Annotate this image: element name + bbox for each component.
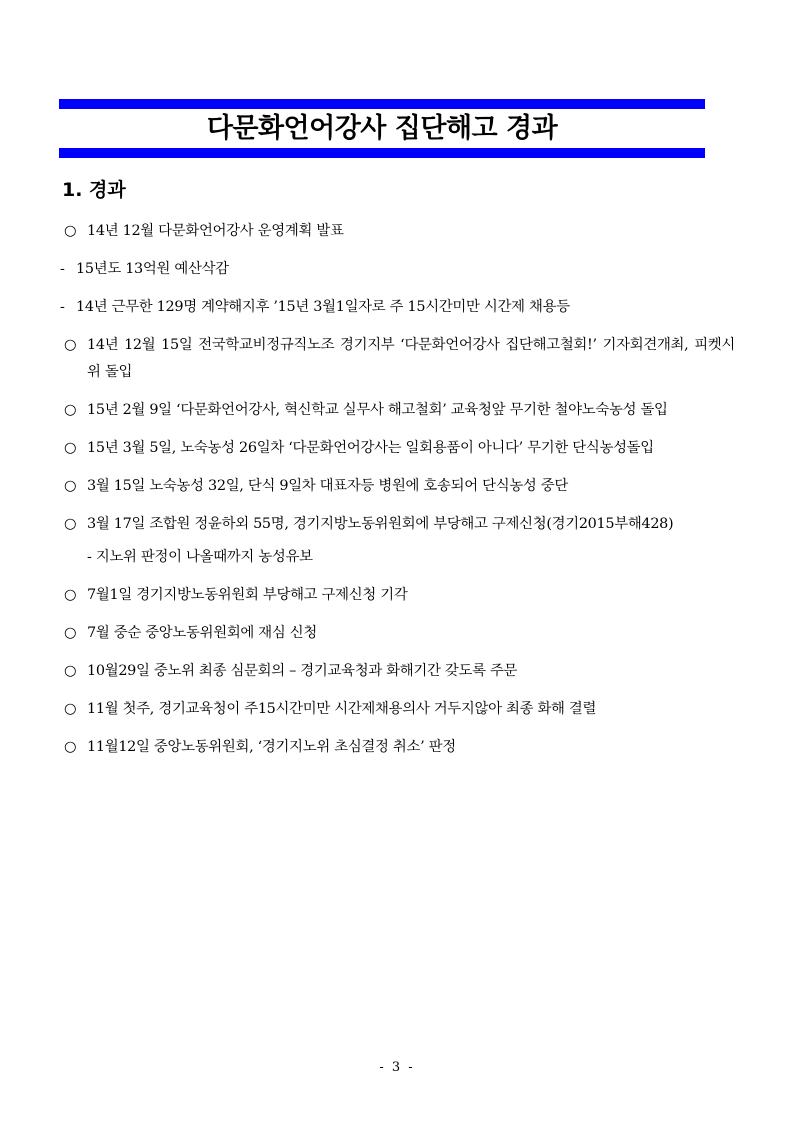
list-item-text: - 지노위 판정이 나올때까지 농성유보 [87,549,313,565]
list-item [60,332,735,386]
circle-bullet-icon: ○ [64,440,77,456]
list-item [60,511,735,538]
list-item [60,696,735,723]
title-bar-bottom [59,148,705,158]
circle-bullet-icon: ○ [64,663,77,679]
dash-bullet-icon: - [60,261,65,277]
list-item [60,256,735,283]
circle-bullet-icon: ○ [64,587,77,603]
list-item-text: 11월12일 중앙노동위원회, ‘경기지노위 초심결정 취소’ 판정 [87,739,456,755]
circle-bullet-icon: ○ [64,402,77,418]
list-item [60,294,735,321]
list-item-text: 7월1일 경기지방노동위원회 부당해고 구제신청 기각 [87,587,408,603]
circle-bullet-icon: ○ [64,337,77,353]
list-item-text: 3월 15일 노숙농성 32일, 단식 9일차 대표자등 병원에 호송되어 단식농성 중단 [87,478,568,494]
list-item-text: 7월 중순 중앙노동위원회에 재심 신청 [87,625,317,641]
timeline-list [60,218,735,761]
dash-bullet-icon: - [60,299,65,315]
list-item-text: 14년 근무한 129명 계약해지후 ’15년 3월1일자로 주 15시간미만 시간제 채용등 [76,299,570,315]
title-bar-top [59,99,705,109]
list-item-text: 15년도 13억원 예산삭감 [76,261,229,277]
section-heading: 1. 경과 [62,179,126,201]
list-item-text: 15년 3월 5일, 노숙농성 26일차 ‘다문화언어강사는 일회용품이 아니다’ 무기한 단식농성돌입 [87,440,654,456]
page-number: - 3 - [379,1060,415,1075]
list-item [60,397,735,424]
list-item-text: 10월29일 중노위 최종 심문회의 – 경기교육청과 화해기간 갖도록 주문 [87,663,518,679]
list-item [60,582,735,609]
list-item [60,218,735,245]
document-title: 다문화언어강사 집단해고 경과 [206,113,558,144]
list-item-text: 15년 2월 9일 ‘다문화언어강사, 혁신학교 실무사 해고철회’ 교육청앞 무기한 철야노숙농성 돌입 [87,402,668,418]
list-sub-item [60,544,735,571]
list-item-text: 14년 12월 15일 전국학교비정규직노조 경기지부 ‘다문화언어강사 집단해고철회!’ 기자회견개최, 피켓시위 돌입 [87,337,735,380]
list-item [60,734,735,761]
circle-bullet-icon: ○ [64,516,77,532]
circle-bullet-icon: ○ [64,223,77,239]
list-item-text: 3월 17일 조합원 정윤하외 55명, 경기지방노동위원회에 부당해고 구제신청(경기2015부해428) [87,516,674,532]
circle-bullet-icon: ○ [64,625,77,641]
list-item [60,620,735,647]
list-item-text: 11월 첫주, 경기교육청이 주15시간미만 시간제채용의사 거두지않아 최종 화해 결렬 [87,701,597,717]
list-item [60,473,735,500]
list-item-text: 14년 12월 다문화언어강사 운영계획 발표 [87,223,344,239]
circle-bullet-icon: ○ [64,739,77,755]
circle-bullet-icon: ○ [64,478,77,494]
circle-bullet-icon: ○ [64,701,77,717]
list-item [60,658,735,685]
list-item [60,435,735,462]
